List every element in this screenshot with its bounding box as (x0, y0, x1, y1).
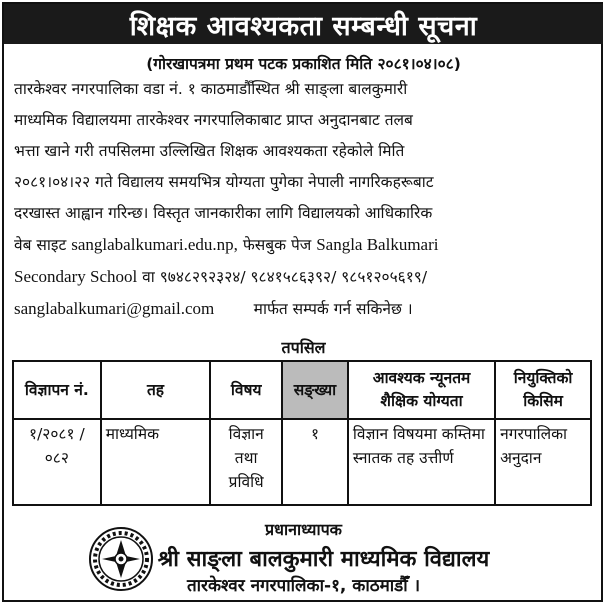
facebook-page-name-cont[interactable]: Secondary School (14, 267, 138, 286)
body-line: तारकेश्वर नगरपालिका वडा नं. १ काठमाडौँस्थित श्री साङ्ला बालकुमारी (14, 80, 408, 98)
section-title: तपसिल (281, 338, 326, 357)
cell-appointment-type: नगरपालिका अनुदान (495, 419, 591, 505)
cell-level: माध्यमिक (101, 419, 211, 505)
vacancy-table (12, 360, 592, 506)
website-label: वेब साइट (14, 236, 67, 254)
contact-note: मार्फत सम्पर्क गर्न सकिनेछ । (253, 300, 413, 318)
notice-title-banner (4, 4, 603, 44)
header-subject: विषय (210, 361, 282, 419)
cell-subject: विज्ञान तथा प्रविधि (210, 419, 282, 505)
cell-count: १ (282, 419, 348, 505)
body-line: दरखास्त आह्वान गरिन्छ। विस्तृत जानकारीका लागि विद्यालयको आधिकारिक (14, 204, 433, 222)
header-count: सङ्ख्या (282, 361, 348, 419)
body-line (14, 293, 594, 325)
table-row (13, 419, 591, 505)
email-link[interactable]: sanglabalkumari@gmail.com (14, 299, 215, 318)
cell-ad-no: १/२०८१ /०८२ (13, 419, 101, 505)
body-line: २०८१।०४।२२ गते विद्यालय समयभित्र योग्यता पुगेका नेपाली नागरिकहरूबाट (14, 173, 434, 191)
phone-numbers: वा ९७४८२९२३२४/ ९८४१५८६३९२/ ९८५१२०५६१९/ (142, 268, 428, 286)
body-line: माध्यमिक विद्यालयमा तारकेश्वर नगरपालिकाबाट प्राप्त अनुदानबाट तलब (14, 111, 413, 129)
notice-body (14, 74, 594, 325)
header-appointment-type: नियुक्तिको किसिम (495, 361, 591, 419)
header-level: तह (101, 361, 211, 419)
body-line (14, 261, 594, 293)
body-line: भत्ता खाने गरी तपसिलमा उल्लिखित शिक्षक आवश्यकता रहेकोले मिति (14, 142, 405, 160)
body-line (14, 229, 594, 261)
publication-note: (गोरखापत्रमा प्रथम पटक प्रकाशित मिति २०८१।०४।०८) (146, 55, 461, 73)
cell-qualification: विज्ञान विषयमा कम्तिमा स्नातक तह उत्तीर्ण (348, 419, 495, 505)
header-qualification: आवश्यक न्यूनतम शैक्षिक योग्यता (348, 361, 495, 419)
notice-title: शिक्षक आवश्यकता सम्बन्धी सूचना (129, 10, 478, 42)
school-address: तारकेश्वर नगरपालिका-१, काठमाडौँ । (186, 576, 421, 596)
facebook-label: फेसबुक पेज (242, 236, 312, 254)
table-header-row (13, 361, 591, 419)
facebook-page-name[interactable]: Sangla Balkumari (316, 235, 439, 254)
school-name: श्री साङ्ला बालकुमारी माध्यमिक विद्यालय (157, 547, 490, 572)
website-link[interactable]: sanglabalkumari.edu.np, (71, 235, 238, 254)
header-ad-no: विज्ञापन नं. (13, 361, 101, 419)
headmaster-title: प्रधानाध्यापक (265, 520, 342, 539)
